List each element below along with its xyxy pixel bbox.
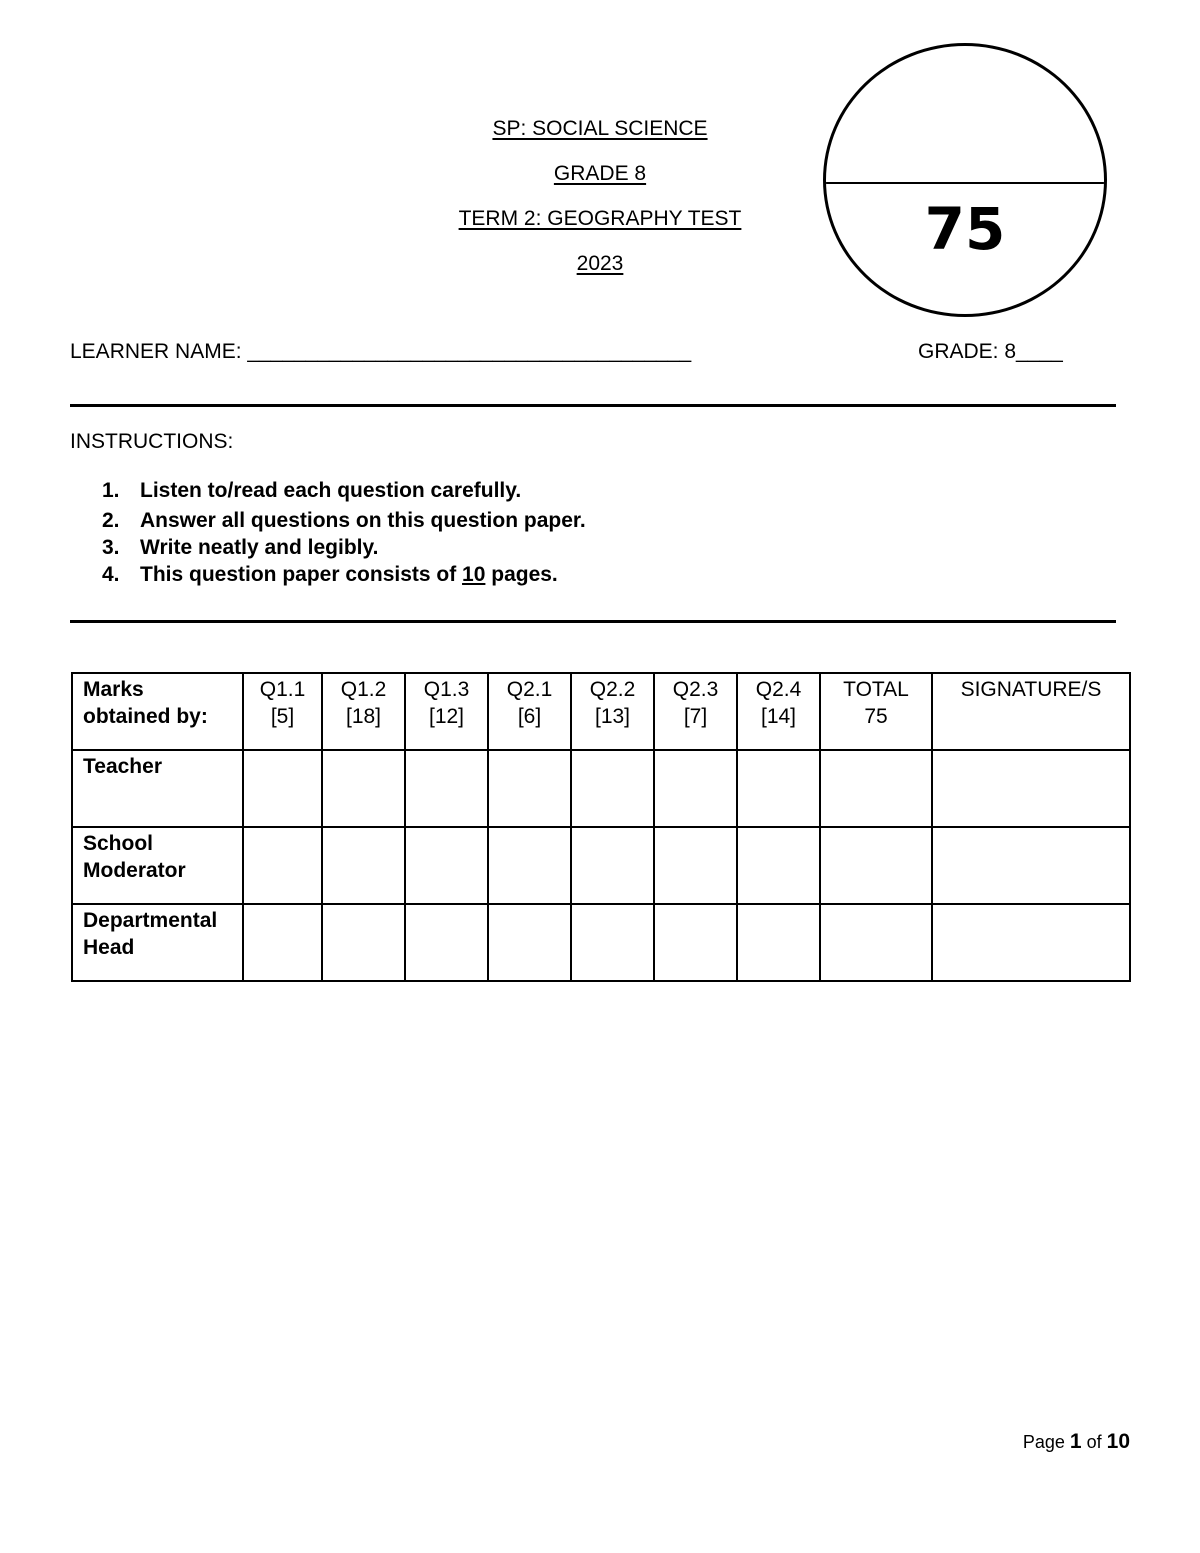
table-row (72, 827, 1130, 904)
mark-cell[interactable] (737, 827, 820, 904)
page-number: 1 (1069, 1430, 1082, 1453)
row-label-teacher: Teacher (72, 750, 243, 827)
instructions-title: INSTRUCTIONS: (70, 430, 234, 453)
learner-grade-label: GRADE: 8 (918, 340, 1017, 363)
mark-cell[interactable] (654, 904, 737, 981)
header-line: obtained by: (83, 705, 208, 728)
page-word: Page (1022, 1432, 1065, 1452)
signature-cell[interactable] (932, 904, 1130, 981)
instruction-text: Write neatly and legibly. (140, 536, 379, 559)
marks-table (71, 672, 1131, 982)
instruction-item (102, 534, 586, 561)
column-header-q1-3: Q1.3 [12] (405, 673, 488, 750)
subject-heading: SP: SOCIAL SCIENCE (492, 117, 708, 140)
of-word: of (1086, 1432, 1102, 1452)
instruction-item (102, 561, 586, 588)
page-footer (1023, 1430, 1130, 1454)
column-header-q2-1: Q2.1 [6] (488, 673, 571, 750)
instruction-text: pages. (485, 563, 558, 586)
mark-cell[interactable] (488, 904, 571, 981)
instruction-number: 2. (102, 509, 120, 532)
mark-cell[interactable] (737, 750, 820, 827)
column-header-q1-2: Q1.2 [18] (322, 673, 405, 750)
mark-cell[interactable] (405, 827, 488, 904)
signature-cell[interactable] (932, 827, 1130, 904)
row-label-school-moderator: School Moderator (72, 827, 243, 904)
table-row (72, 750, 1130, 827)
mark-cell[interactable] (322, 904, 405, 981)
total-cell[interactable] (820, 750, 932, 827)
grade-heading: GRADE 8 (553, 162, 647, 185)
learner-grade-blank[interactable]: ____ (1016, 340, 1063, 363)
instruction-number: 1. (102, 479, 120, 502)
instruction-text: Answer all questions on this question paper. (140, 509, 586, 532)
mark-cell[interactable] (322, 750, 405, 827)
instruction-item (102, 507, 586, 534)
mark-cell[interactable] (654, 750, 737, 827)
year-heading: 2023 (576, 252, 624, 275)
instruction-number: 4. (102, 563, 120, 586)
total-cell[interactable] (820, 904, 932, 981)
learner-name-row (70, 340, 691, 364)
learner-grade-row (918, 340, 1063, 364)
marks-obtained-header (72, 673, 243, 750)
learner-name-label: LEARNER NAME: (70, 340, 242, 363)
instruction-text: Listen to/read each question carefully. (140, 479, 522, 502)
score-divider (826, 182, 1104, 184)
page-count: 10 (462, 563, 486, 586)
column-header-total: TOTAL 75 (820, 673, 932, 750)
total-cell[interactable] (820, 827, 932, 904)
mark-cell[interactable] (488, 750, 571, 827)
header-line: Marks (83, 678, 144, 701)
table-header-row (72, 673, 1130, 750)
mark-cell[interactable] (243, 904, 322, 981)
instruction-text: This question paper consists of (140, 563, 463, 586)
page-total: 10 (1106, 1430, 1130, 1453)
test-heading: TERM 2: GEOGRAPHY TEST (458, 207, 742, 230)
divider-line-top (70, 404, 1116, 407)
mark-cell[interactable] (571, 904, 654, 981)
mark-cell[interactable] (737, 904, 820, 981)
divider-line-bottom (70, 620, 1116, 623)
column-header-signatures: SIGNATURE/S (932, 673, 1130, 750)
mark-cell[interactable] (405, 904, 488, 981)
mark-cell[interactable] (405, 750, 488, 827)
mark-cell[interactable] (243, 750, 322, 827)
mark-cell[interactable] (571, 827, 654, 904)
mark-cell[interactable] (571, 750, 654, 827)
instructions-list (102, 477, 586, 588)
table-row (72, 904, 1130, 981)
column-header-q2-2: Q2.2 [13] (571, 673, 654, 750)
column-header-q2-3: Q2.3 [7] (654, 673, 737, 750)
mark-cell[interactable] (654, 827, 737, 904)
score-circle (823, 43, 1107, 317)
row-label-departmental-head: Departmental Head (72, 904, 243, 981)
mark-cell[interactable] (488, 827, 571, 904)
score-total: 75 (924, 195, 1006, 263)
instruction-item (102, 477, 586, 507)
learner-name-blank[interactable]: ______________________________________ (247, 340, 692, 363)
mark-cell[interactable] (243, 827, 322, 904)
signature-cell[interactable] (932, 750, 1130, 827)
instruction-number: 3. (102, 536, 120, 559)
column-header-q1-1: Q1.1 [5] (243, 673, 322, 750)
mark-cell[interactable] (322, 827, 405, 904)
column-header-q2-4: Q2.4 [14] (737, 673, 820, 750)
